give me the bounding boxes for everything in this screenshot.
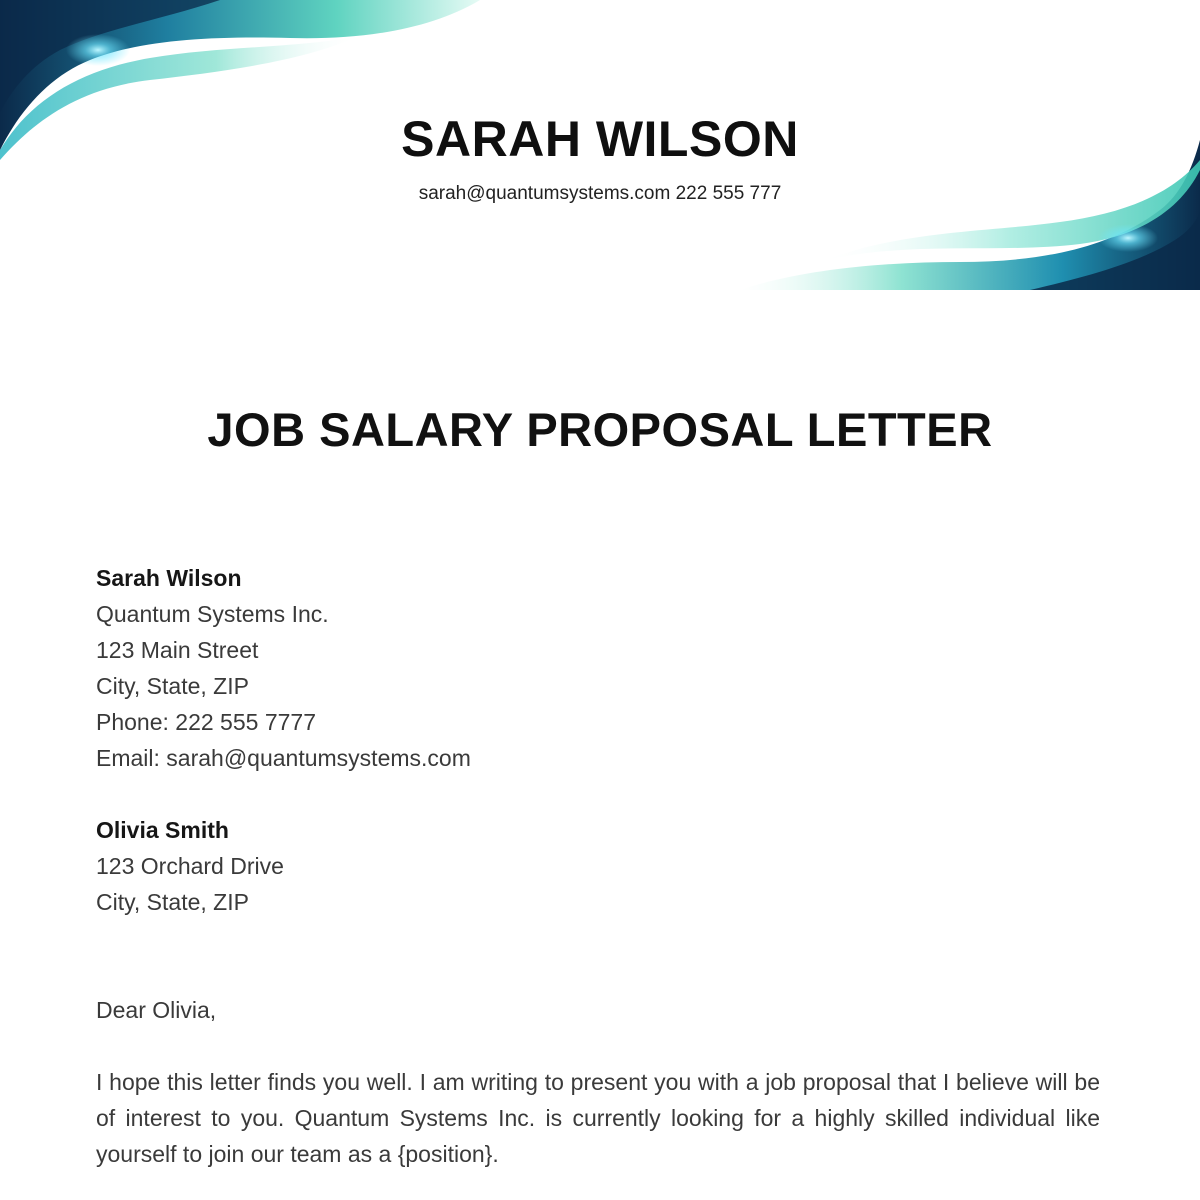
recipient-street: 123 Orchard Drive <box>96 853 284 879</box>
header-contact: sarah@quantumsystems.com 222 555 777 <box>418 183 782 204</box>
salutation: Dear Olivia, <box>96 997 217 1023</box>
sender-city: City, State, ZIP <box>96 673 249 699</box>
body-paragraph: I hope this letter finds you well. I am writing to present you with a job proposal that I believe will be of interest to you. Quantum Systems Inc. is currently looking for a highly skilled individual like yourself to join our team as a {position}. <box>96 1069 1100 1167</box>
recipient-name: Olivia Smith <box>96 817 229 843</box>
sender-company: Quantum Systems Inc. <box>96 601 329 627</box>
sender-address-block <box>96 560 1100 776</box>
recipient-city: City, State, ZIP <box>96 889 249 915</box>
sender-name: Sarah Wilson <box>96 565 242 591</box>
recipient-address-block <box>96 812 1100 920</box>
header-name: SARAH WILSON <box>401 111 799 167</box>
sender-email: Email: sarah@quantumsystems.com <box>96 745 471 771</box>
salutation-block <box>96 992 1100 1028</box>
sender-phone: Phone: 222 555 7777 <box>96 709 316 735</box>
sender-street: 123 Main Street <box>96 637 259 663</box>
document-title: JOB SALARY PROPOSAL LETTER <box>207 403 993 456</box>
